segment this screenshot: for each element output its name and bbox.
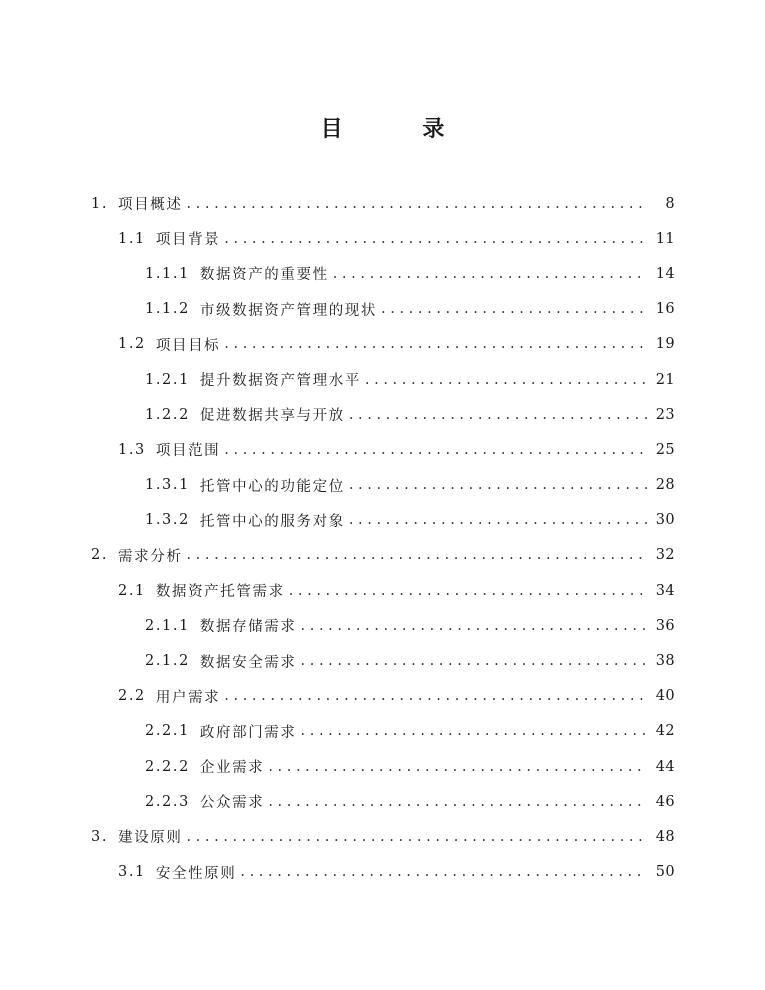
toc-entry-page: 16 [655, 301, 675, 318]
toc-entry-title: 数据资产的重要性 [199, 267, 329, 284]
toc-entry[interactable] [0, 362, 765, 397]
toc-entry-number: 1.1 [118, 230, 146, 247]
toc-entry[interactable] [0, 714, 765, 749]
toc-entry-page: 38 [655, 653, 675, 670]
toc-entry-page: 19 [655, 336, 675, 353]
toc-entry-page: 30 [655, 512, 675, 529]
toc-dot-leader [224, 442, 647, 458]
toc-entry-number: 1.2.2 [145, 406, 190, 423]
table-of-contents [0, 186, 765, 890]
toc-entry[interactable] [0, 538, 765, 573]
toc-dot-leader [365, 372, 647, 388]
toc-entry[interactable] [0, 432, 765, 467]
toc-entry-number: 1.1.2 [145, 301, 190, 318]
toc-entry-number: 2.1.2 [145, 653, 190, 670]
toc-entry[interactable] [0, 855, 765, 890]
toc-entry-page: 34 [655, 582, 675, 599]
toc-entry-number: 2.2 [118, 688, 146, 705]
toc-entry-title: 政府部门需求 [199, 724, 297, 741]
toc-entry-number: 2.2.3 [145, 793, 190, 810]
toc-entry[interactable] [0, 468, 765, 503]
toc-entry-page: 28 [655, 477, 675, 494]
toc-entry-title: 提升数据资产管理水平 [199, 373, 361, 390]
toc-entry-number: 1.1.1 [145, 265, 190, 282]
toc-entry-title: 数据存储需求 [199, 619, 297, 636]
toc-entry-number: 3. [91, 828, 109, 845]
toc-entry[interactable] [0, 327, 765, 362]
toc-entry-title: 项目范围 [155, 443, 221, 460]
toc-entry-number: 2.1 [118, 582, 146, 599]
toc-title: 目 录 [320, 117, 481, 142]
toc-entry[interactable] [0, 749, 765, 784]
toc-entry-title: 企业需求 [199, 760, 265, 777]
toc-dot-leader [349, 477, 647, 493]
toc-entry-title: 数据安全需求 [199, 654, 297, 671]
toc-entry-title: 托管中心的服务对象 [199, 513, 345, 530]
toc-dot-leader [301, 653, 647, 669]
toc-entry-title: 用户需求 [155, 689, 221, 706]
toc-entry-page: 23 [655, 406, 675, 423]
toc-entry-number: 2. [91, 547, 109, 564]
toc-entry-title: 项目概述 [118, 197, 183, 214]
toc-entry-page: 21 [655, 371, 675, 388]
toc-dot-leader [186, 196, 647, 212]
toc-dot-leader [349, 512, 647, 528]
toc-dot-leader [240, 864, 647, 880]
toc-entry-title: 项目背景 [155, 232, 221, 249]
toc-entry-title: 促进数据共享与开放 [199, 408, 345, 425]
toc-entry-title: 市级数据资产管理的现状 [199, 302, 378, 319]
toc-entry-title: 项目目标 [155, 337, 221, 354]
toc-entry-title: 安全性原则 [155, 865, 237, 882]
toc-dot-leader [224, 231, 647, 247]
toc-entry-page: 40 [655, 688, 675, 705]
toc-entry-number: 3.1 [118, 864, 146, 881]
toc-entry-page: 44 [655, 758, 675, 775]
toc-entry-page: 48 [655, 828, 675, 845]
toc-entry-title: 数据资产托管需求 [155, 584, 285, 601]
toc-dot-leader [349, 407, 647, 423]
toc-entry-title: 公众需求 [199, 795, 265, 812]
toc-entry-title: 需求分析 [118, 548, 183, 565]
toc-entry[interactable] [0, 256, 765, 291]
toc-entry-title: 建设原则 [118, 830, 183, 847]
toc-dot-leader [186, 829, 647, 845]
toc-dot-leader [289, 583, 647, 599]
toc-dot-leader [381, 301, 647, 317]
toc-entry-page: 14 [655, 265, 675, 282]
toc-entry-number: 2.2.2 [145, 758, 190, 775]
toc-entry[interactable] [0, 679, 765, 714]
toc-entry[interactable] [0, 784, 765, 819]
toc-entry[interactable] [0, 397, 765, 432]
toc-dot-leader [224, 688, 647, 704]
toc-entry-number: 1.3.1 [145, 477, 190, 494]
toc-entry[interactable] [0, 292, 765, 327]
toc-entry-title: 托管中心的功能定位 [199, 478, 345, 495]
toc-entry-page: 42 [655, 723, 675, 740]
toc-entry-number: 1.3.2 [145, 512, 190, 529]
toc-entry[interactable] [0, 608, 765, 643]
toc-entry-page: 11 [655, 230, 675, 247]
toc-entry[interactable] [0, 643, 765, 678]
toc-entry-page: 25 [655, 441, 675, 458]
toc-entry-page: 32 [655, 547, 675, 564]
toc-dot-leader [268, 794, 647, 810]
toc-entry-number: 1. [91, 195, 109, 212]
toc-entry[interactable] [0, 573, 765, 608]
toc-dot-leader [224, 336, 647, 352]
toc-entry-page: 50 [655, 864, 675, 881]
toc-dot-leader [301, 618, 647, 634]
toc-entry-number: 2.1.1 [145, 617, 190, 634]
toc-entry-number: 1.2 [118, 336, 146, 353]
toc-dot-leader [301, 723, 647, 739]
toc-entry-page: 36 [655, 617, 675, 634]
toc-dot-leader [186, 547, 647, 563]
toc-entry-number: 2.2.1 [145, 723, 190, 740]
toc-entry-number: 1.3 [118, 441, 146, 458]
toc-dot-leader [268, 759, 647, 775]
toc-entry[interactable] [0, 819, 765, 854]
toc-entry-page: 8 [665, 195, 675, 212]
toc-entry[interactable] [0, 186, 765, 221]
toc-dot-leader [333, 266, 647, 282]
toc-entry-number: 1.2.1 [145, 371, 190, 388]
toc-entry-page: 46 [655, 793, 675, 810]
toc-entry[interactable] [0, 503, 765, 538]
toc-entry[interactable] [0, 221, 765, 256]
